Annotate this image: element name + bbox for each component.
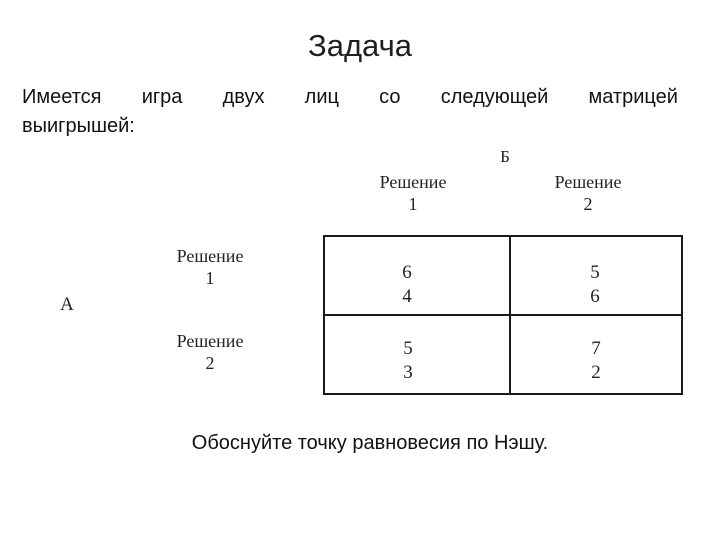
slide-title: Задача — [307, 28, 412, 63]
task-text-line-2: выигрышей: — [22, 115, 135, 137]
task-word: следующей — [440, 86, 549, 108]
payoff-cell-r1-c1 — [377, 261, 437, 309]
payoff-a: 6 — [402, 262, 412, 283]
matrix-middle-line — [323, 314, 683, 316]
task-word: со — [379, 86, 401, 108]
row-header-label: Решение — [176, 331, 244, 351]
payoff-matrix — [323, 235, 683, 395]
row-header-label: Решение — [176, 246, 244, 266]
row-header-2 — [150, 330, 270, 374]
row-header-1 — [150, 245, 270, 289]
payoff-b: 4 — [402, 286, 412, 307]
player-a-label: А — [60, 294, 74, 315]
payoff-a: 7 — [591, 338, 601, 359]
payoff-b: 2 — [591, 362, 601, 383]
question-text: Обоснуйте точку равновесия по Нэшу. — [191, 432, 549, 454]
column-header-2 — [533, 171, 643, 215]
payoff-b: 6 — [590, 286, 600, 307]
row-header-number: 2 — [205, 353, 215, 373]
matrix-top-border — [323, 235, 683, 237]
row-header-number: 1 — [205, 268, 215, 288]
column-header-label: Решение — [379, 172, 447, 192]
payoff-cell-r1-c2 — [565, 261, 625, 309]
player-b-label: Б — [500, 147, 510, 166]
column-header-label: Решение — [554, 172, 622, 192]
matrix-right-border — [681, 235, 683, 395]
payoff-a: 5 — [403, 338, 413, 359]
column-header-1 — [358, 171, 468, 215]
matrix-middle-divider — [509, 235, 511, 395]
column-header-number: 1 — [408, 194, 418, 214]
task-word: игра — [141, 86, 183, 108]
matrix-bottom-border — [323, 393, 683, 395]
payoff-b: 3 — [403, 362, 413, 383]
payoff-cell-r2-c1 — [378, 337, 438, 385]
payoff-cell-r2-c2 — [566, 337, 626, 385]
column-header-number: 2 — [583, 194, 593, 214]
payoff-a: 5 — [590, 262, 600, 283]
task-word: матрицей — [588, 86, 678, 108]
task-word: Имеется — [22, 86, 102, 108]
matrix-left-border — [323, 235, 325, 395]
task-text-line-1 — [22, 84, 678, 110]
task-word: лиц — [304, 86, 339, 108]
task-word: двух — [222, 86, 265, 108]
